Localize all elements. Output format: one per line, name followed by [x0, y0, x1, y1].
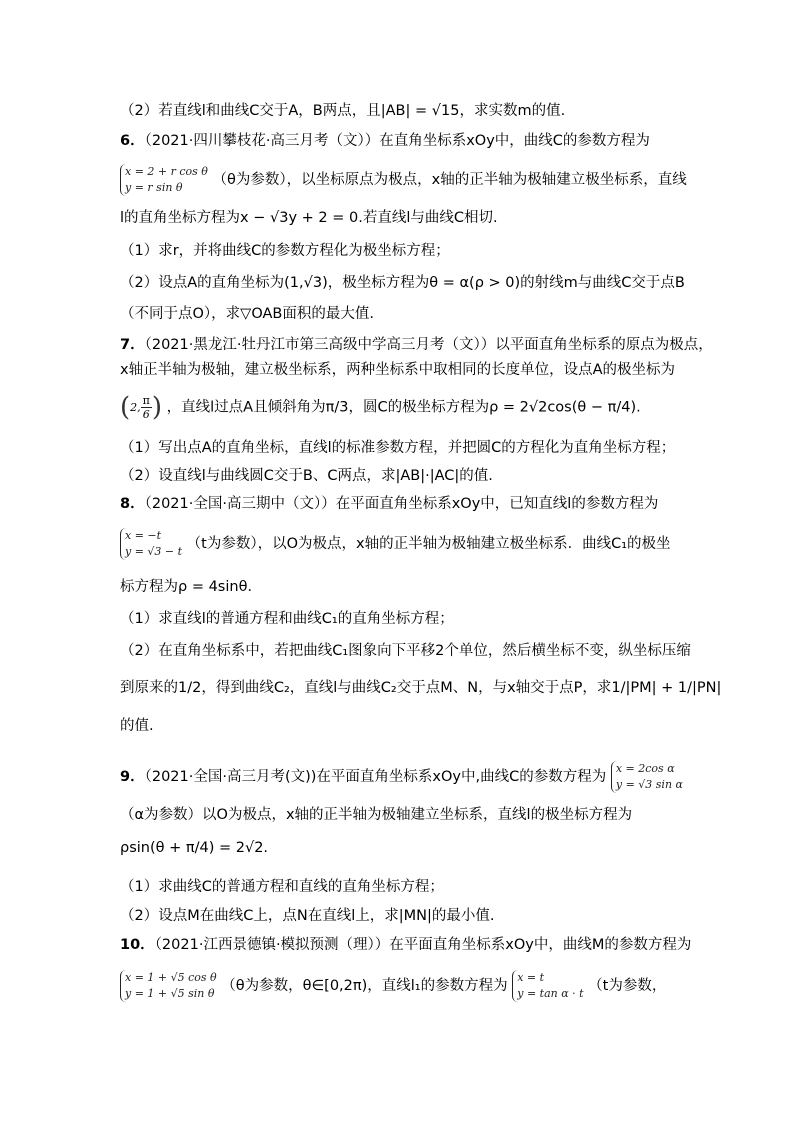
line-q6-system: x = 2 + r cos θ y = r sin θ （θ为参数），以坐标原点为极点，x轴的正半轴为极轴建立极坐标系，直线 — [120, 164, 686, 196]
line-q10-system: x = 1 + √5 cos θ y = 1 + √5 sin θ （θ为参数，θ∈[0,2π)，直线l₁的参数方程为 x = t y = tan α · t （t为参数， — [120, 970, 686, 1002]
question-number: 7． — [120, 337, 145, 353]
line-1: （2）若直线l和曲线C交于A，B两点，且|AB| = √15，求实数m的值. — [120, 103, 566, 119]
fraction-pi-6: $\frac{\pi}{6}$ — [142, 394, 150, 421]
parametric-system-q10-l: x = t y = tan α · t — [512, 970, 583, 1002]
line-q7-4: （1）写出点A的直角坐标，直线l的标准参数方程，并把圆C的方程化为直角坐标方程； — [120, 440, 676, 456]
line-q9-4: （1）求曲线C的普通方程和直线的直角坐标方程； — [120, 879, 444, 895]
question-9-header: 9．（2021·全国·高三月考(文))在平面直角坐标系xOy中,曲线C的参数方程为 x = 2cos α y = √3 sin α — [120, 762, 683, 791]
line-q9-5: （2）设点M在曲线C上，点N在直线l上，求|MN|的最小值. — [120, 908, 495, 924]
line-q7-5: （2）设直线l与曲线圆C交于B、C两点，求|AB|·|AC|的值. — [120, 468, 493, 484]
line-q7-2: x轴正半轴为极轴，建立极坐标系，两种坐标系中取相同的长度单位，设点A的极坐标为 — [120, 362, 675, 378]
parametric-system-q9: x = 2cos α y = √3 sin α — [611, 761, 683, 793]
question-number: 10． — [120, 937, 155, 953]
line-q8-system: x = −t y = √3 − t （t为参数），以O为极点，x轴的正半轴为极轴建立极坐标系．曲线C₁的极坐 — [120, 528, 686, 560]
parametric-system-q10-m: x = 1 + √5 cos θ y = 1 + √5 sin θ — [120, 970, 217, 1002]
parametric-system-q6: x = 2 + r cos θ y = r sin θ — [120, 164, 208, 196]
line-q8-5: （2）在直角坐标系中，若把曲线C₁图象向下平移2个单位，然后横坐标不变，纵坐标压缩 — [120, 643, 691, 659]
line-q8-4: （1）求直线l的普通方程和曲线C₁的直角坐标方程； — [120, 611, 454, 627]
line-q6-5: （2）设点A的直角坐标为(1,√3)，极坐标方程为θ = α(ρ > 0)的射线m与曲线C交于点B — [120, 275, 685, 291]
line-q9-2: （α为参数）以O为极点，x轴的正半轴为极轴建立坐标系，直线l的极坐标方程为 — [120, 807, 633, 823]
question-number: 6． — [120, 133, 145, 149]
question-number: 9． — [120, 769, 145, 785]
question-10-header: 10．（2021·江西景德镇·模拟预测（理））在平面直角坐标系xOy中，曲线M的参数方程为 — [120, 937, 692, 953]
question-number: 8． — [120, 496, 145, 512]
line-q8-6: 到原来的1/2，得到曲线C₂，直线l与曲线C₂交于点M、N，与x轴交于点P，求1/|PM| + 1/|PN| — [120, 680, 722, 696]
line-q9-3: ρsin(θ + π/4) = 2√2. — [120, 840, 269, 856]
question-6-header: 6．（2021·四川攀枝花·高三月考（文））在直角坐标系xOy中，曲线C的参数方程为 — [120, 133, 650, 149]
question-8-header: 8．（2021·全国·高三期中（文））在平面直角坐标系xOy中，已知直线l的参数方程为 — [120, 496, 659, 512]
line-q6-4: （1）求r，并将曲线C的参数方程化为极坐标方程； — [120, 243, 450, 259]
line-q6-6: （不同于点O），求▽OAB面积的最大值. — [120, 306, 374, 322]
line-q6-3: l的直角坐标方程为x − √3y + 2 = 0.若直线l与曲线C相切. — [120, 210, 498, 226]
line-q8-7: 的值. — [120, 718, 154, 734]
line-q7-3: (2, $\frac{\pi}{6}$ ) ，直线l过点A且倾斜角为π/3，圆C的极坐标方程为ρ = 2√2cos(θ − π/4). — [120, 392, 641, 423]
parametric-system-q8: x = −t y = √3 − t — [120, 528, 182, 560]
line-q8-3: 标方程为ρ = 4sinθ． — [120, 579, 262, 595]
question-7-header: 7．（2021·黑龙江·牡丹江市第三高级中学高三月考（文））以平面直角坐标系的原点为极点， — [120, 337, 713, 353]
